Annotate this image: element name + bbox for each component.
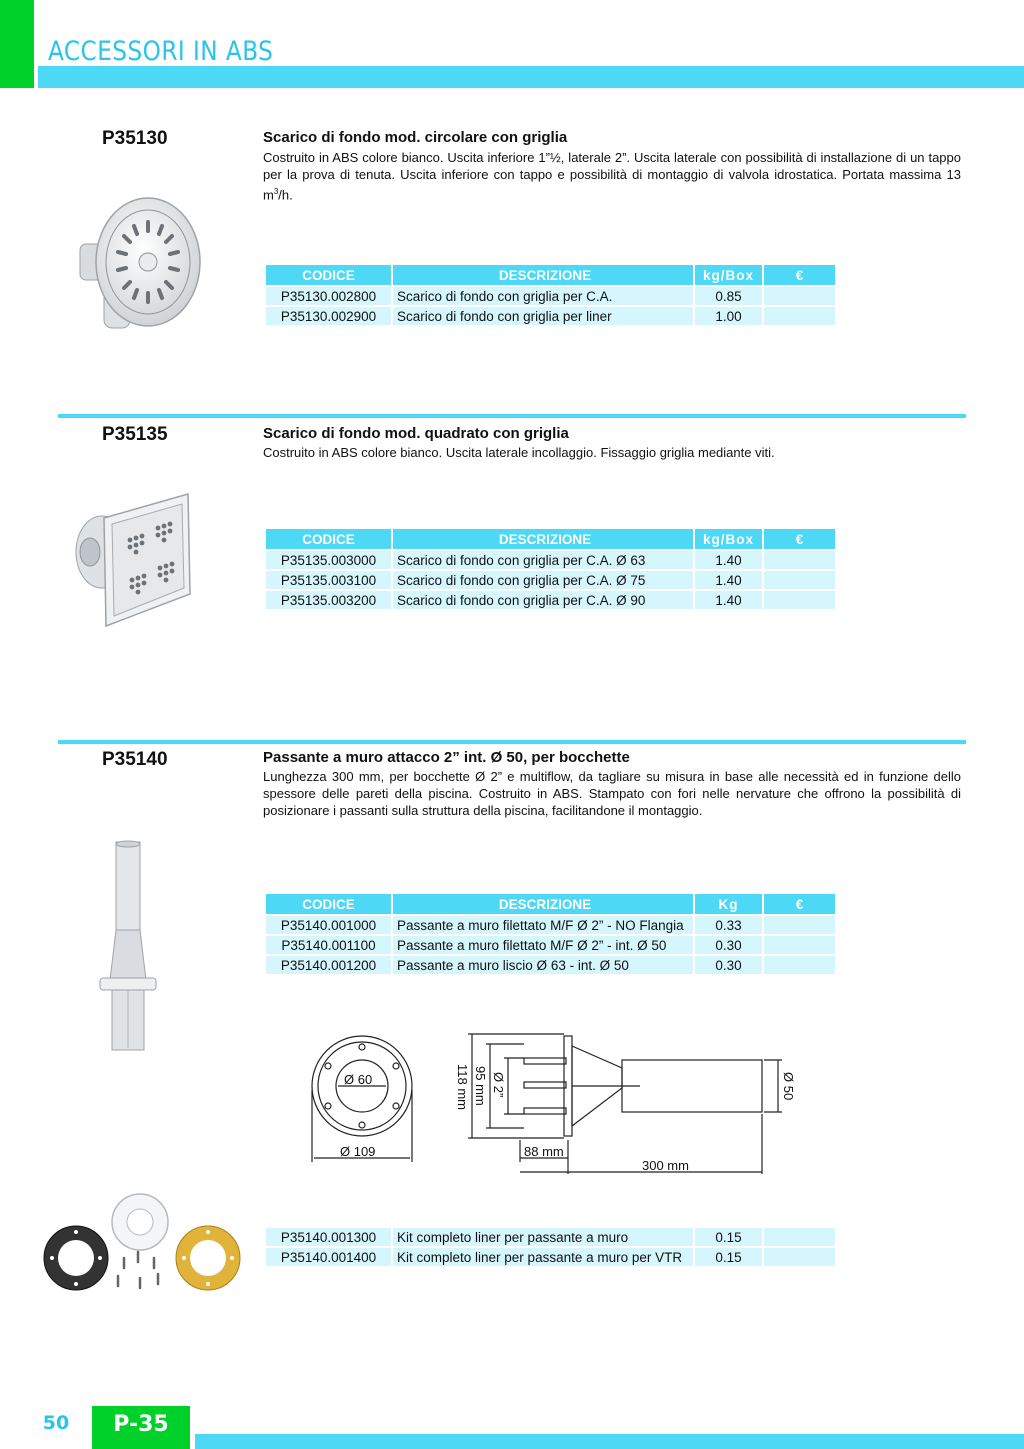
product-title: Scarico di fondo mod. quadrato con griglia	[263, 425, 569, 442]
table-cell: 0.30	[695, 934, 762, 954]
table-cell: 0.85	[695, 285, 762, 305]
table-cell: P35130.002900	[266, 305, 391, 325]
product-title: Scarico di fondo mod. circolare con griglia	[263, 129, 568, 146]
table-cell: Kit completo liner per passante a muro	[393, 1226, 693, 1246]
table-cell	[764, 954, 835, 974]
table-cell: P35135.003100	[266, 569, 391, 589]
dimension-label: Ø 2”	[491, 1072, 506, 1098]
spec-table	[264, 529, 837, 609]
column-header: €	[764, 894, 835, 914]
table-cell: Scarico di fondo con griglia per C.A. Ø 90	[393, 589, 693, 609]
column-header: CODICE	[266, 894, 391, 914]
table-cell: P35135.003000	[266, 549, 391, 569]
product-description: Lunghezza 300 mm, per bocchette Ø 2” e multiflow, da tagliare su misura in base alle necessità ed in funzione dello spessore delle pareti della piscina. Costruito in ABS. Stampato con fori nelle nervature che offrono la possibilità di posizionare i passanti sulla struttura della piscina, facilitandone il montaggio.	[263, 769, 961, 818]
table-cell: Scarico di fondo con griglia per C.A. Ø 75	[393, 569, 693, 589]
table-cell	[764, 914, 835, 934]
table-cell: P35140.001000	[266, 914, 391, 934]
table-row	[266, 285, 835, 305]
table-row	[266, 934, 835, 954]
column-header: €	[764, 265, 835, 285]
table-cell: P35130.002800	[266, 285, 391, 305]
product-code: P35135	[102, 424, 168, 445]
table-cell	[764, 549, 835, 569]
spec-table	[264, 265, 837, 325]
dimension-label: Ø 60	[344, 1072, 373, 1087]
kit-table	[264, 1226, 837, 1266]
footer-bar	[195, 1434, 1024, 1449]
table-row	[266, 954, 835, 974]
product-title: Passante a muro attacco 2” int. Ø 50, per bocchette	[263, 749, 630, 766]
page-number: 50	[42, 1412, 70, 1434]
square-drain-image	[72, 490, 196, 628]
product-description: Costruito in ABS colore bianco. Uscita laterale incollaggio. Fissaggio griglia mediante viti.	[263, 445, 775, 460]
table-cell	[764, 285, 835, 305]
product-code: P35140	[102, 749, 168, 770]
table-cell: Passante a muro filettato M/F Ø 2” - int. Ø 50	[393, 934, 693, 954]
liner-kit-image	[42, 1192, 248, 1296]
table-cell	[764, 589, 835, 609]
table-cell: Passante a muro liscio Ø 63 - int. Ø 50	[393, 954, 693, 974]
table-cell: P35140.001400	[266, 1246, 391, 1266]
table-cell: 1.40	[695, 589, 762, 609]
table-row	[266, 549, 835, 569]
table-row	[266, 589, 835, 609]
table-cell: Scarico di fondo con griglia per liner	[393, 305, 693, 325]
column-header: kg/Box	[695, 265, 762, 285]
table-row	[266, 305, 835, 325]
wall-passage-image	[96, 840, 158, 1056]
dimension-label: 300 mm	[642, 1158, 689, 1173]
table-cell: 0.33	[695, 914, 762, 934]
table-cell: 1.40	[695, 569, 762, 589]
table-row	[266, 1246, 835, 1266]
dimension-label: Ø 109	[340, 1144, 376, 1159]
column-header: DESCRIZIONE	[393, 265, 693, 285]
dimension-label: 95 mm	[473, 1066, 488, 1106]
table-cell: Scarico di fondo con griglia per C.A. Ø 63	[393, 549, 693, 569]
column-header: kg/Box	[695, 529, 762, 549]
dimension-label: 118 mm	[455, 1064, 470, 1110]
header-green-tab	[0, 0, 34, 88]
header-bar	[38, 66, 1024, 88]
page-title: ACCESSORI IN ABS	[48, 36, 274, 67]
table-cell: 1.00	[695, 305, 762, 325]
table-cell: Scarico di fondo con griglia per C.A.	[393, 285, 693, 305]
table-row	[266, 914, 835, 934]
table-cell: 0.30	[695, 954, 762, 974]
table-cell	[764, 1226, 835, 1246]
table-row	[266, 1226, 835, 1246]
product-description: Costruito in ABS colore bianco. Uscita inferiore 1”½, laterale 2”. Uscita laterale con possibilità di installazione di un tappo per la prova di tenuta. Uscita inferiore con tappo e possibilità di montaggio di valvola idrostatica. Portata massima 13 $m^3/h$.	[263, 150, 961, 203]
table-cell: P35140.001100	[266, 934, 391, 954]
column-header: CODICE	[266, 265, 391, 285]
table-cell: 0.15	[695, 1226, 762, 1246]
table-cell: P35140.001300	[266, 1226, 391, 1246]
table-cell	[764, 569, 835, 589]
product-code: P35130	[102, 128, 168, 149]
technical-drawing	[300, 1030, 810, 1180]
table-cell	[764, 1246, 835, 1266]
column-header: €	[764, 529, 835, 549]
table-cell: Passante a muro filettato M/F Ø 2” - NO Flangia	[393, 914, 693, 934]
column-header: CODICE	[266, 529, 391, 549]
table-cell: P35140.001200	[266, 954, 391, 974]
table-cell	[764, 934, 835, 954]
dimension-label: 88 mm	[524, 1144, 564, 1159]
section-separator	[58, 740, 966, 744]
spec-table	[264, 894, 837, 974]
table-cell: P35135.003200	[266, 589, 391, 609]
table-cell: 1.40	[695, 549, 762, 569]
table-cell	[764, 305, 835, 325]
column-header: Kg	[695, 894, 762, 914]
section-separator	[58, 414, 966, 418]
dimension-label: Ø 50	[781, 1072, 796, 1101]
column-header: DESCRIZIONE	[393, 529, 693, 549]
table-row	[266, 569, 835, 589]
table-cell: Kit completo liner per passante a muro per VTR	[393, 1246, 693, 1266]
column-header: DESCRIZIONE	[393, 894, 693, 914]
round-drain-image	[74, 196, 202, 334]
table-cell: 0.15	[695, 1246, 762, 1266]
section-code: P-35	[113, 1412, 169, 1437]
